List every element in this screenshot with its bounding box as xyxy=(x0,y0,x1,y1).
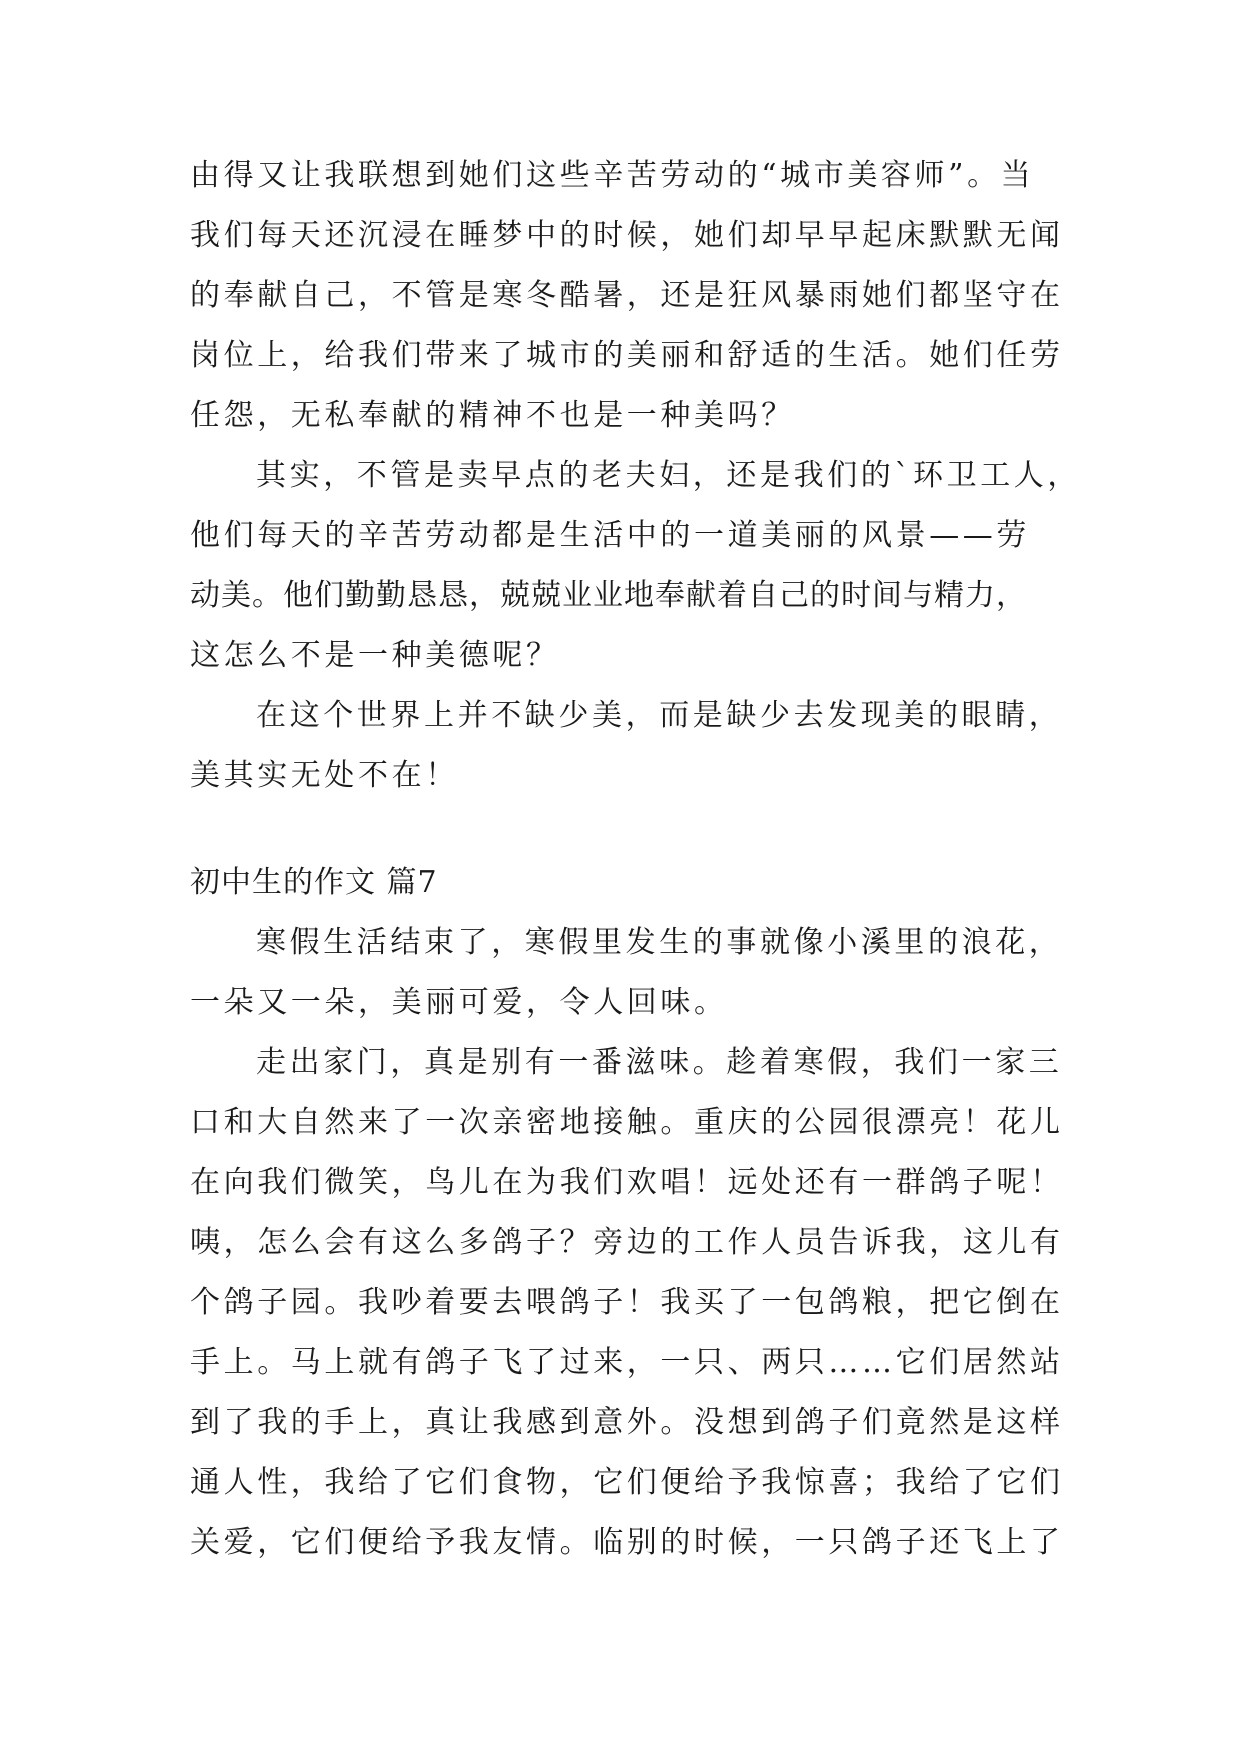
paragraph-line: 一朵又一朵，美丽可爱，令人回味。 xyxy=(190,985,728,1020)
paragraph-line: 我们每天还沉浸在睡梦中的时候，她们却早早起床默默无闻 xyxy=(190,218,1064,253)
paragraph-line: 的奉献自己，不管是寒冬酷暑，还是狂风暴雨她们都坚守在 xyxy=(190,278,1064,313)
paragraph-line: 在这个世界上并不缺少美，而是缺少去发现美的眼睛， xyxy=(256,698,1063,733)
essay-title: 初中生的作文 篇7 xyxy=(190,865,438,900)
paragraph-line: 他们每天的辛苦劳动都是生活中的一道美丽的风景——劳 xyxy=(190,518,1030,553)
paragraph-line: 关爱，它们便给予我友情。临别的时候，一只鸽子还飞上了 xyxy=(190,1525,1064,1560)
paragraph-line: 在向我们微笑，鸟儿在为我们欢唱！远处还有一群鸽子呢！ xyxy=(190,1165,1064,1200)
paragraph-line: 美其实无处不在！ xyxy=(190,758,459,793)
paragraph-line: 口和大自然来了一次亲密地接触。重庆的公园很漂亮！花儿 xyxy=(190,1105,1064,1140)
paragraph-line: 其实，不管是卖早点的老夫妇，还是我们的`环卫工人， xyxy=(256,458,1081,493)
paragraph-line: 岗位上，给我们带来了城市的美丽和舒适的生活。她们任劳 xyxy=(190,338,1064,373)
essay-body xyxy=(190,913,1070,1573)
paragraph-line: 手上。马上就有鸽子飞了过来，一只、两只……它们居然站 xyxy=(190,1345,1064,1380)
paragraph-line: 咦，怎么会有这么多鸽子？旁边的工作人员告诉我，这儿有 xyxy=(190,1225,1064,1260)
paragraph-line: 寒假生活结束了，寒假里发生的事就像小溪里的浪花， xyxy=(256,925,1063,960)
paragraph-line: 任怨，无私奉献的精神不也是一种美吗？ xyxy=(190,398,795,433)
paragraph-line: 动美。他们勤勤恳恳，兢兢业业地奉献着自己的时间与精力， xyxy=(190,578,1027,613)
paragraph-line: 由得又让我联想到她们这些辛苦劳动的“城市美容师”。当 xyxy=(190,158,1035,193)
paragraph-line: 走出家门，真是别有一番滋味。趁着寒假，我们一家三 xyxy=(256,1045,1063,1080)
paragraph-line: 到了我的手上，真让我感到意外。没想到鸽子们竟然是这样 xyxy=(190,1405,1064,1440)
paragraph-line: 这怎么不是一种美德呢？ xyxy=(190,638,560,673)
essay-continuation xyxy=(190,146,1081,806)
paragraph-line: 个鸽子园。我吵着要去喂鸽子！我买了一包鸽粮，把它倒在 xyxy=(190,1285,1064,1320)
paragraph-line: 通人性，我给了它们食物，它们便给予我惊喜；我给了它们 xyxy=(190,1465,1064,1500)
